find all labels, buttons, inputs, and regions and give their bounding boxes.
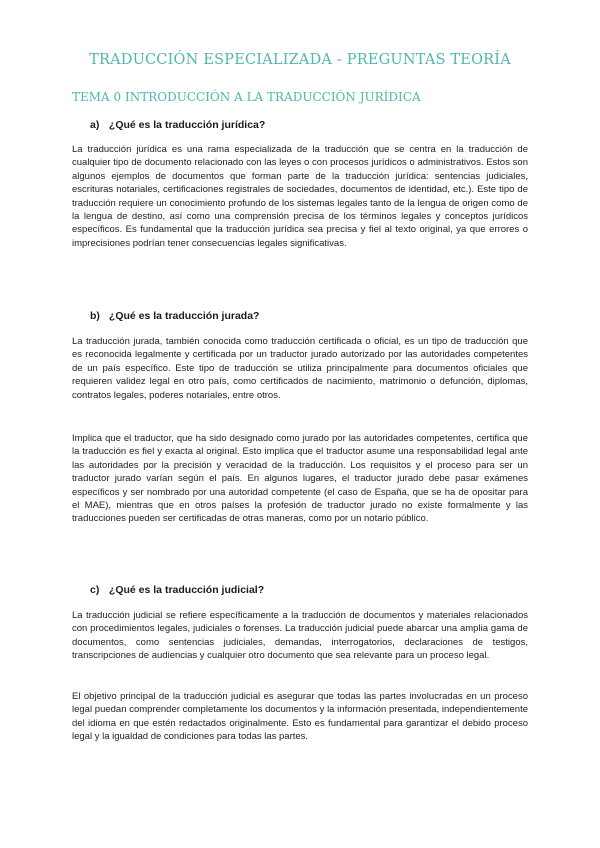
question-c <box>90 584 550 596</box>
question-marker: a) <box>90 119 100 131</box>
question-text: ¿Qué es la traducción jurada? <box>108 310 260 322</box>
question-marker: c) <box>90 584 100 596</box>
paragraph: La traducción judicial se refiere específicamente a la traducción de documentos y materiales relacionados con procedimientos legales, judiciales o forenses. La traducción judicial puede abarcar una amplia gama de documentos, como sentencias judiciales, demandas, interrogatorios, declaraciones de testigos, transcripciones de audiencias y cualquier otro documento que sea relevante para un proceso legal. <box>72 610 528 662</box>
question-b <box>90 310 550 322</box>
paragraph: Implica que el traductor, que ha sido designado como jurado por las autoridades competentes, certifica que la traducción es fiel y exacta al original. Esto implica que el traductor asume una responsabilidad legal ante las autoridades por la precisión y veracidad de la traducción. Los requisitos y el proceso para ser un traductor jurado varían según el país. En algunos lugares, el traductor jurado debe pasar exámenes específicos y ser nombrado por una autoridad competente (el caso de España, que se ha de opositar para el MAE), mientras que en otros países la profesión de traductor jurado no existe formalmente y las traducciones pueden ser certificadas de otras maneras, como por un notario público. <box>72 433 528 525</box>
question-text: ¿Qué es la traducción jurídica? <box>108 119 266 131</box>
question-text: ¿Qué es la traducción judicial? <box>108 584 265 596</box>
question-marker: b) <box>90 310 100 322</box>
topic-title: TEMA 0 INTRODUCCIÓN A LA TRADUCCIÓN JURÍDICA <box>72 90 421 104</box>
document-title: TRADUCCIÓN ESPECIALIZADA - PREGUNTAS TEORÍA <box>89 52 511 68</box>
paragraph: El objetivo principal de la traducción judicial es asegurar que todas las partes involucradas en un proceso legal puedan comprender completamente los documentos y la información presentada, independientemente del idioma en que estén redactados originalmente. Esto es fundamental para garantizar el debido proceso legal y la igualdad de condiciones para todas las partes. <box>72 691 528 743</box>
paragraph: La traducción jurídica es una rama especializada de la traducción que se centra en la traducción de cualquier tipo de documento relacionado con las leyes o con procesos jurídicos o administrativos. Estos son algunos ejemplos de documentos que forman parte de la traducción jurídica: sentencias judiciales, escrituras notariales, certificaciones registrales de sociedades, documentos de identidad, etc.). Este tipo de traducción requiere un conocimiento profundo de los sistemas legales tanto de la lengua de origen como de la lengua de destino, así como una comprensión precisa de los términos legales y conceptos jurídicos específicos. Es fundamental que la traducción jurídica sea precisa y fiel al texto original, ya que errores o imprecisiones podrían tener consecuencias legales significativas. <box>72 144 528 249</box>
question-a <box>90 119 550 131</box>
paragraph: La traducción jurada, también conocida como traducción certificada o oficial, es un tipo de traducción que es reconocida legalmente y certificada por un traductor jurado autorizado por las autoridades competentes de un país específico. Este tipo de traducción se utiliza principalmente para documentos oficiales que requieren validez legal en otro país, como certificados de nacimiento, matrimonio o defunción, diplomas, contratos legales, poderes notariales, entre otros. <box>72 336 528 401</box>
